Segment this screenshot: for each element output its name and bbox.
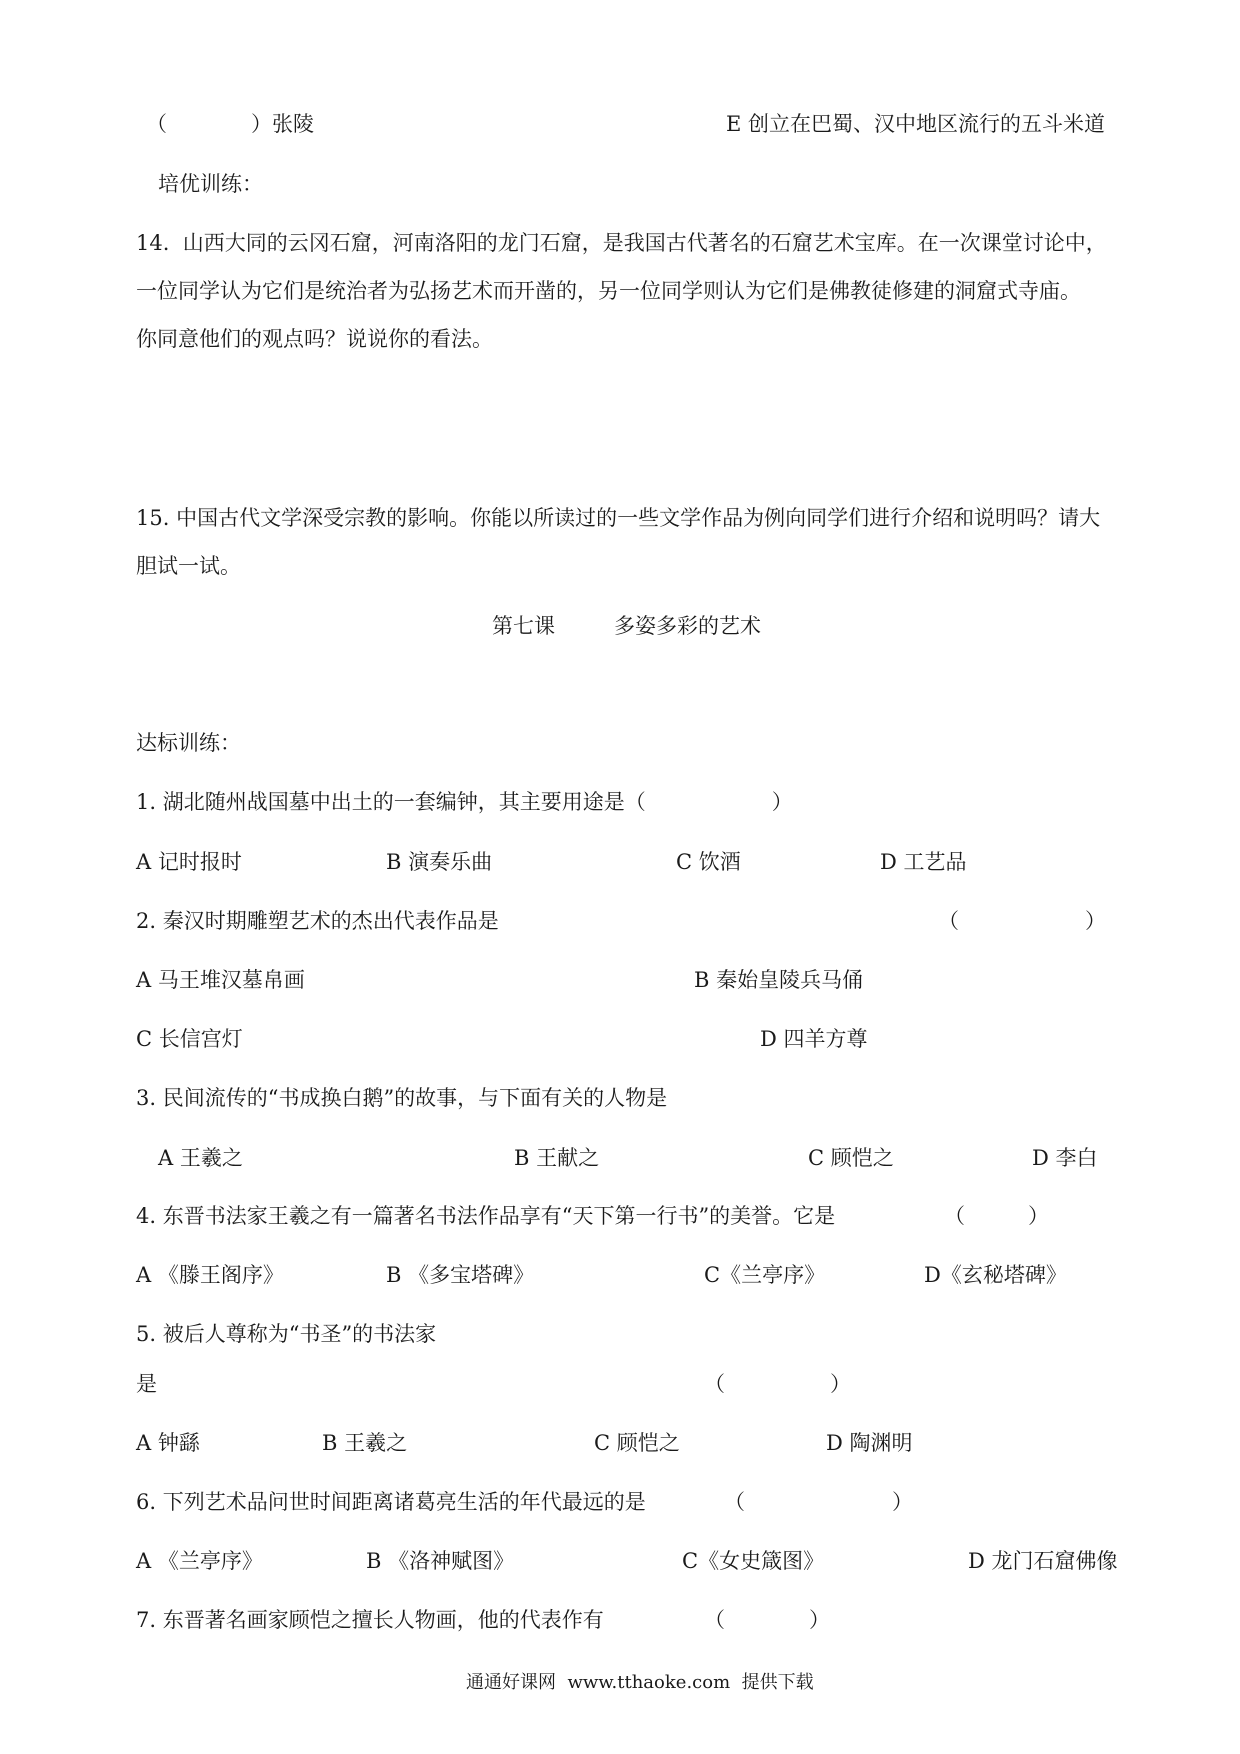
q15-line-1: 15. 中国古代文学深受宗教的影响。你能以所读过的一些文学作品为例向同学们进行介绍和说明吗？请大 [136,506,1101,530]
q2-option-a: A 马王堆汉墓帛画 [136,968,305,992]
q13-option-left: （ ）张陵 [146,112,314,136]
q2-option-d: D 四羊方尊 [760,1027,868,1051]
q4-stem: 4. 东晋书法家王羲之有一篇著名书法作品享有“天下第一行书”的美誉。它是 [136,1204,836,1228]
q4-option-d: D《玄秘塔碑》 [924,1263,1067,1287]
q5-option-b: B 王羲之 [322,1431,408,1455]
q6-answer-blank: （ ） [724,1490,913,1514]
q3-option-a: A 王羲之 [158,1146,243,1170]
q4-option-c: C《兰亭序》 [704,1263,826,1287]
q13-option-e: E 创立在巴蜀、汉中地区流行的五斗米道 [726,112,1106,136]
q7-answer-blank: （ ） [704,1608,830,1632]
q1-stem: 1. 湖北随州战国墓中出土的一套编钟，其主要用途是（ ） [136,790,793,814]
q5-option-d: D 陶渊明 [826,1431,913,1455]
q1-option-d: D 工艺品 [880,850,967,874]
q5-stem: 5. 被后人尊称为“书圣”的书法家 [136,1322,437,1346]
q5-stem-continued: 是 [136,1372,157,1396]
q2-option-b: B 秦始皇陵兵马俑 [694,968,864,992]
q6-option-d: D 龙门石窟佛像 [968,1549,1118,1573]
q6-stem: 6. 下列艺术品问世时间距离诸葛亮生活的年代最远的是 [136,1490,646,1514]
q3-option-b: B 王献之 [514,1146,600,1170]
q1-option-b: B 演奏乐曲 [386,850,493,874]
q15-line-2: 胆试一试。 [136,554,241,578]
q5-option-a: A 钟繇 [136,1431,200,1455]
page-footer: 通通好课网 www.tthaoke.com 提供下载 [466,1672,814,1693]
q4-answer-blank: （ ） [944,1204,1049,1228]
q3-option-c: C 顾恺之 [808,1146,894,1170]
q6-option-c: C《女史箴图》 [682,1549,825,1573]
q1-option-a: A 记时报时 [136,850,242,874]
q3-stem: 3. 民间流传的“书成换白鹅”的故事，与下面有关的人物是 [136,1086,668,1110]
q6-option-a: A 《兰亭序》 [136,1549,263,1573]
q4-option-a: A 《滕王阁序》 [136,1263,284,1287]
q14-line-3: 你同意他们的观点吗？说说你的看法。 [136,327,493,351]
lesson-title: 多姿多彩的艺术 [614,614,761,638]
q6-option-b: B 《洛神赋图》 [366,1549,515,1573]
q14-line-2: 一位同学认为它们是统治者为弘扬艺术而开凿的，另一位同学则认为它们是佛教徒修建的洞窟式寺庙。 [136,279,1081,303]
q4-option-b: B 《多宝塔碑》 [386,1263,535,1287]
q5-answer-blank: （ ） [704,1372,851,1396]
q7-stem: 7. 东晋著名画家顾恺之擅长人物画，他的代表作有 [136,1608,604,1632]
basic-training-heading: 达标训练： [136,731,241,755]
q2-stem: 2. 秦汉时期雕塑艺术的杰出代表作品是 [136,909,499,933]
advanced-training-heading: 培优训练： [158,172,263,196]
q2-option-c: C 长信宫灯 [136,1027,243,1051]
q3-option-d: D 李白 [1032,1146,1098,1170]
q2-answer-blank: （ ） [938,909,1106,933]
q14-line-1: 14. 山西大同的云冈石窟，河南洛阳的龙门石窟，是我国古代著名的石窟艺术宝库。在一次课堂讨论中， [136,231,1107,255]
q1-option-c: C 饮酒 [676,850,741,874]
lesson-number: 第七课 [492,614,555,638]
q5-option-c: C 顾恺之 [594,1431,680,1455]
